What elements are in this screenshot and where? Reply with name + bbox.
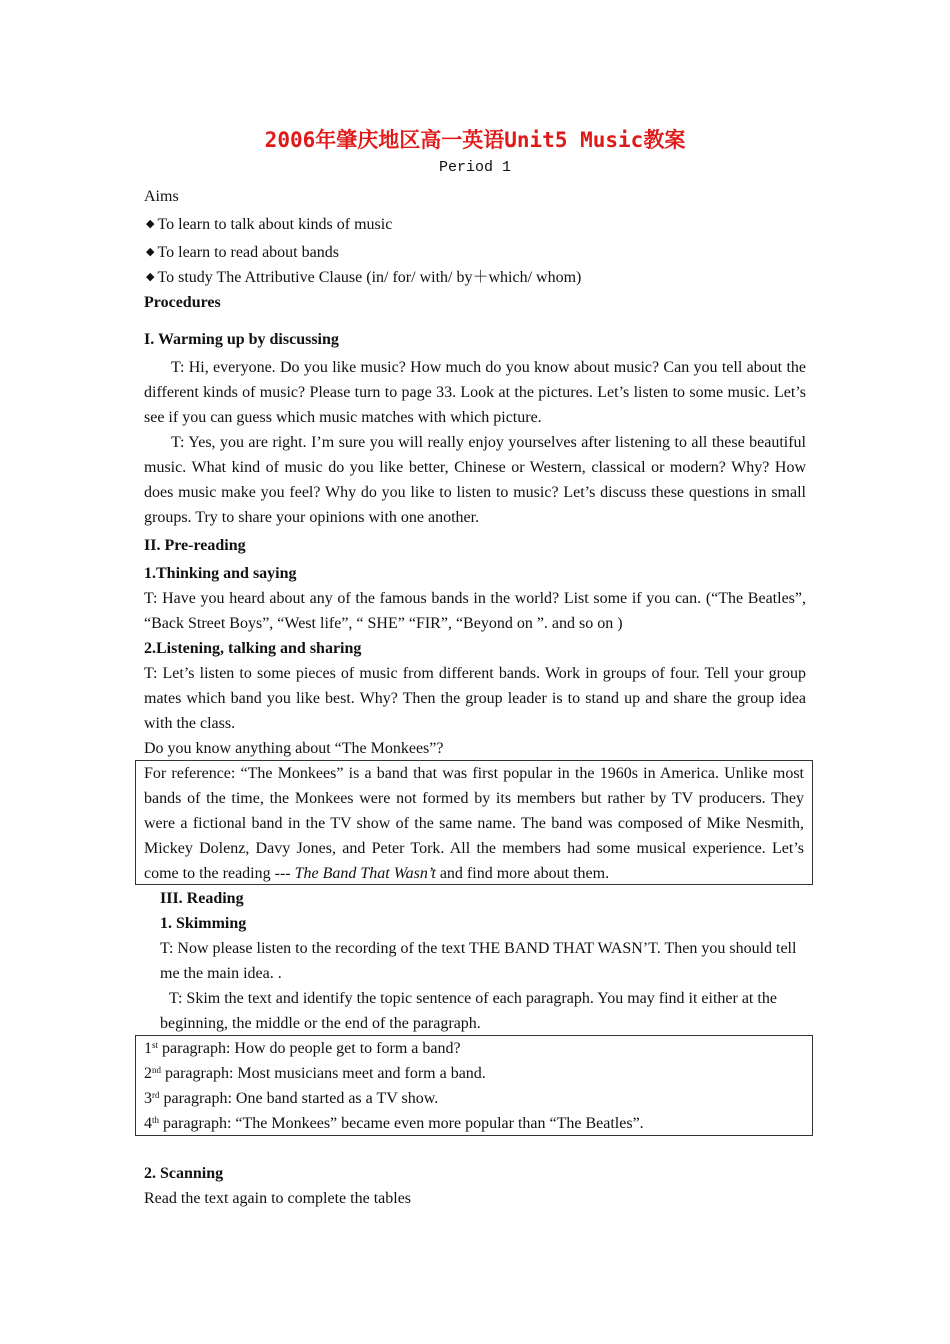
aim-text: To learn to read about bands bbox=[157, 244, 339, 261]
subheading-thinking: 1.Thinking and saying bbox=[144, 565, 297, 582]
section-heading-reading: III. Reading bbox=[160, 890, 244, 907]
reference-box bbox=[135, 760, 813, 885]
paragraph: T: Have you heard about any of the famous bands in the world? List some if you can. (“The Beatles”, “Back Street Boys”, “West life”, “ SHE” “FIR”, “Beyond on ”. and so on ) bbox=[144, 590, 806, 632]
topic-sentence-row: 3rd paragraph: One band started as a TV show. bbox=[144, 1090, 439, 1107]
aim-text: To study The Attributive Clause (in/ for/ with/ by＋which/ whom) bbox=[157, 269, 582, 286]
topic-sentences-box bbox=[135, 1035, 813, 1136]
aim-text: To learn to talk about kinds of music bbox=[157, 216, 393, 233]
paragraph: T: Hi, everyone. Do you like music? How much do you know about music? Can you tell about the different kinds of music? Please turn to page 33. Look at the pictures. Let’s listen to some music. Let’s see if you can guess which music matches with which picture. bbox=[144, 359, 806, 426]
paragraph: T: Yes, you are right. I’m sure you will really enjoy yourselves after listening to all these beautiful music. What kind of music do you like better, Chinese or Western, classical or modern? Why? How does music make you feel? Why do you like to listen to music? Let’s discuss these questions in small groups. Try to share your opinions with one another. bbox=[144, 434, 806, 526]
period-label: Period 1 bbox=[438, 159, 511, 176]
topic-sentence-row: 2nd paragraph: Most musicians meet and form a band. bbox=[144, 1065, 486, 1082]
subheading-scanning: 2. Scanning bbox=[144, 1165, 224, 1182]
topic-sentence-row: 4th paragraph: “The Monkees” became even more popular than “The Beatles”. bbox=[144, 1115, 644, 1132]
topic-sentence-row: 1st paragraph: How do people get to form a band? bbox=[144, 1040, 461, 1057]
aims-heading: Aims bbox=[144, 188, 179, 205]
paragraph: T: Now please listen to the recording of the text THE BAND THAT WASN’T. Then you should tell me the main idea. . bbox=[160, 940, 797, 982]
subheading-skimming: 1. Skimming bbox=[160, 915, 247, 932]
paragraph: T: Skim the text and identify the topic sentence of each paragraph. You may find it either at the beginning, the middle or the end of the paragraph. bbox=[160, 990, 777, 1032]
paragraph: Read the text again to complete the tables bbox=[144, 1190, 412, 1207]
section-heading-pre-reading: II. Pre-reading bbox=[144, 537, 246, 554]
aim-item bbox=[146, 265, 808, 292]
aim-item bbox=[146, 240, 808, 267]
reading-title: The Band That Wasn’t bbox=[294, 865, 436, 882]
subheading-listening: 2.Listening, talking and sharing bbox=[144, 640, 362, 657]
question-monkees: Do you know anything about “The Monkees”? bbox=[144, 740, 444, 757]
paragraph: T: Let’s listen to some pieces of music from different bands. Work in groups of four. Tell your group mates which band you like best. Why? Then the group leader is to stand up and share the group idea with the class. bbox=[144, 665, 806, 732]
document-title: 2006年肇庆地区高一英语Unit5 Music教案 bbox=[264, 128, 686, 152]
aim-item bbox=[146, 212, 808, 239]
reference-text: For reference: “The Monkees” is a band that was first popular in the 1960s in America. Unlike most bands of the time, the Monkees were not formed by its members but rather by TV producers. They were a fictional band in the TV show of the same name. The band was composed of Mike Nesmith, Mickey Dolenz, Davy Jones, and Peter Tork. All the members had some musical experience. Let’s come to the reading --- The Band That Wasn’t and find more about them. bbox=[144, 765, 804, 882]
procedures-heading: Procedures bbox=[144, 294, 221, 311]
section-heading-warming-up: I. Warming up by discussing bbox=[144, 331, 339, 348]
